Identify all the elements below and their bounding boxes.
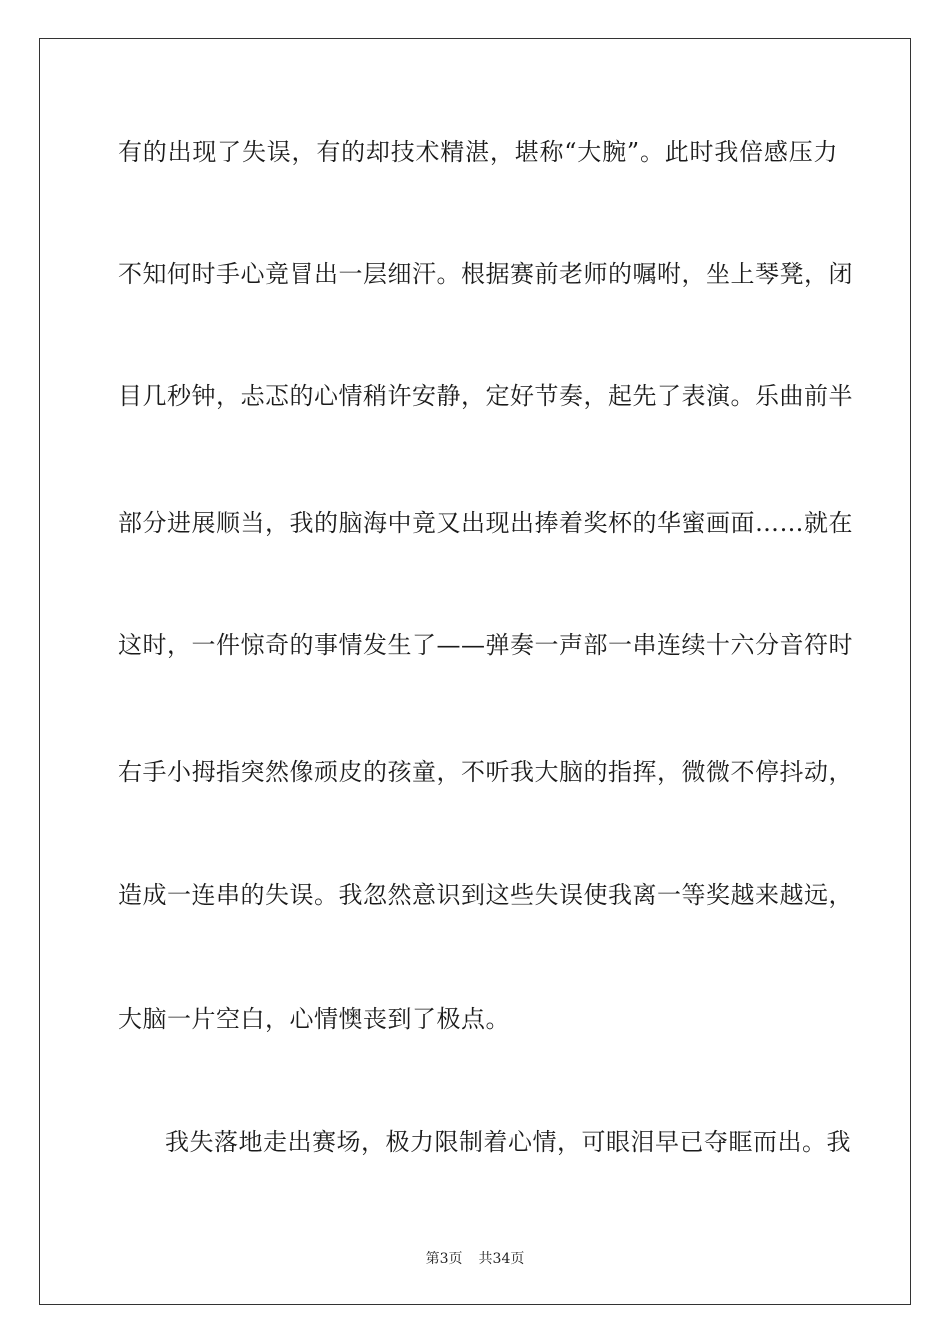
paragraph-last-line: 大脑一片空白，心情懊丧到了极点。 (118, 1005, 510, 1033)
paragraph-line: 不知何时手心竟冒出一层细汗。根据赛前老师的嘱咐，坐上琴凳，闭 (118, 260, 853, 288)
paragraph-first-line: 我失落地走出赛场，极力限制着心情，可眼泪早已夺眶而出。我 (165, 1128, 851, 1156)
page-footer (0, 1250, 950, 1268)
paragraph-line: 目几秒钟，忐忑的心情稍许安静，定好节奏，起先了表演。乐曲前半 (118, 382, 853, 410)
page-number: 第3页 (425, 1251, 463, 1267)
paragraph-line: 这时，一件惊奇的事情发生了——弹奏一声部一串连续十六分音符时 (118, 631, 853, 659)
page-total: 共34页 (478, 1251, 525, 1267)
paragraph-line: 右手小拇指突然像顽皮的孩童，不听我大脑的指挥，微微不停抖动， (118, 758, 853, 786)
paragraph-line: 部分进展顺当，我的脑海中竟又出现出捧着奖杯的华蜜画面……就在 (118, 509, 853, 537)
paragraph-line: 有的出现了失误，有的却技术精湛，堪称“大腕”。此时我倍感压力 (118, 138, 838, 166)
page-border (39, 38, 911, 1305)
paragraph-line: 造成一连串的失误。我忽然意识到这些失误使我离一等奖越来越远， (118, 881, 853, 909)
